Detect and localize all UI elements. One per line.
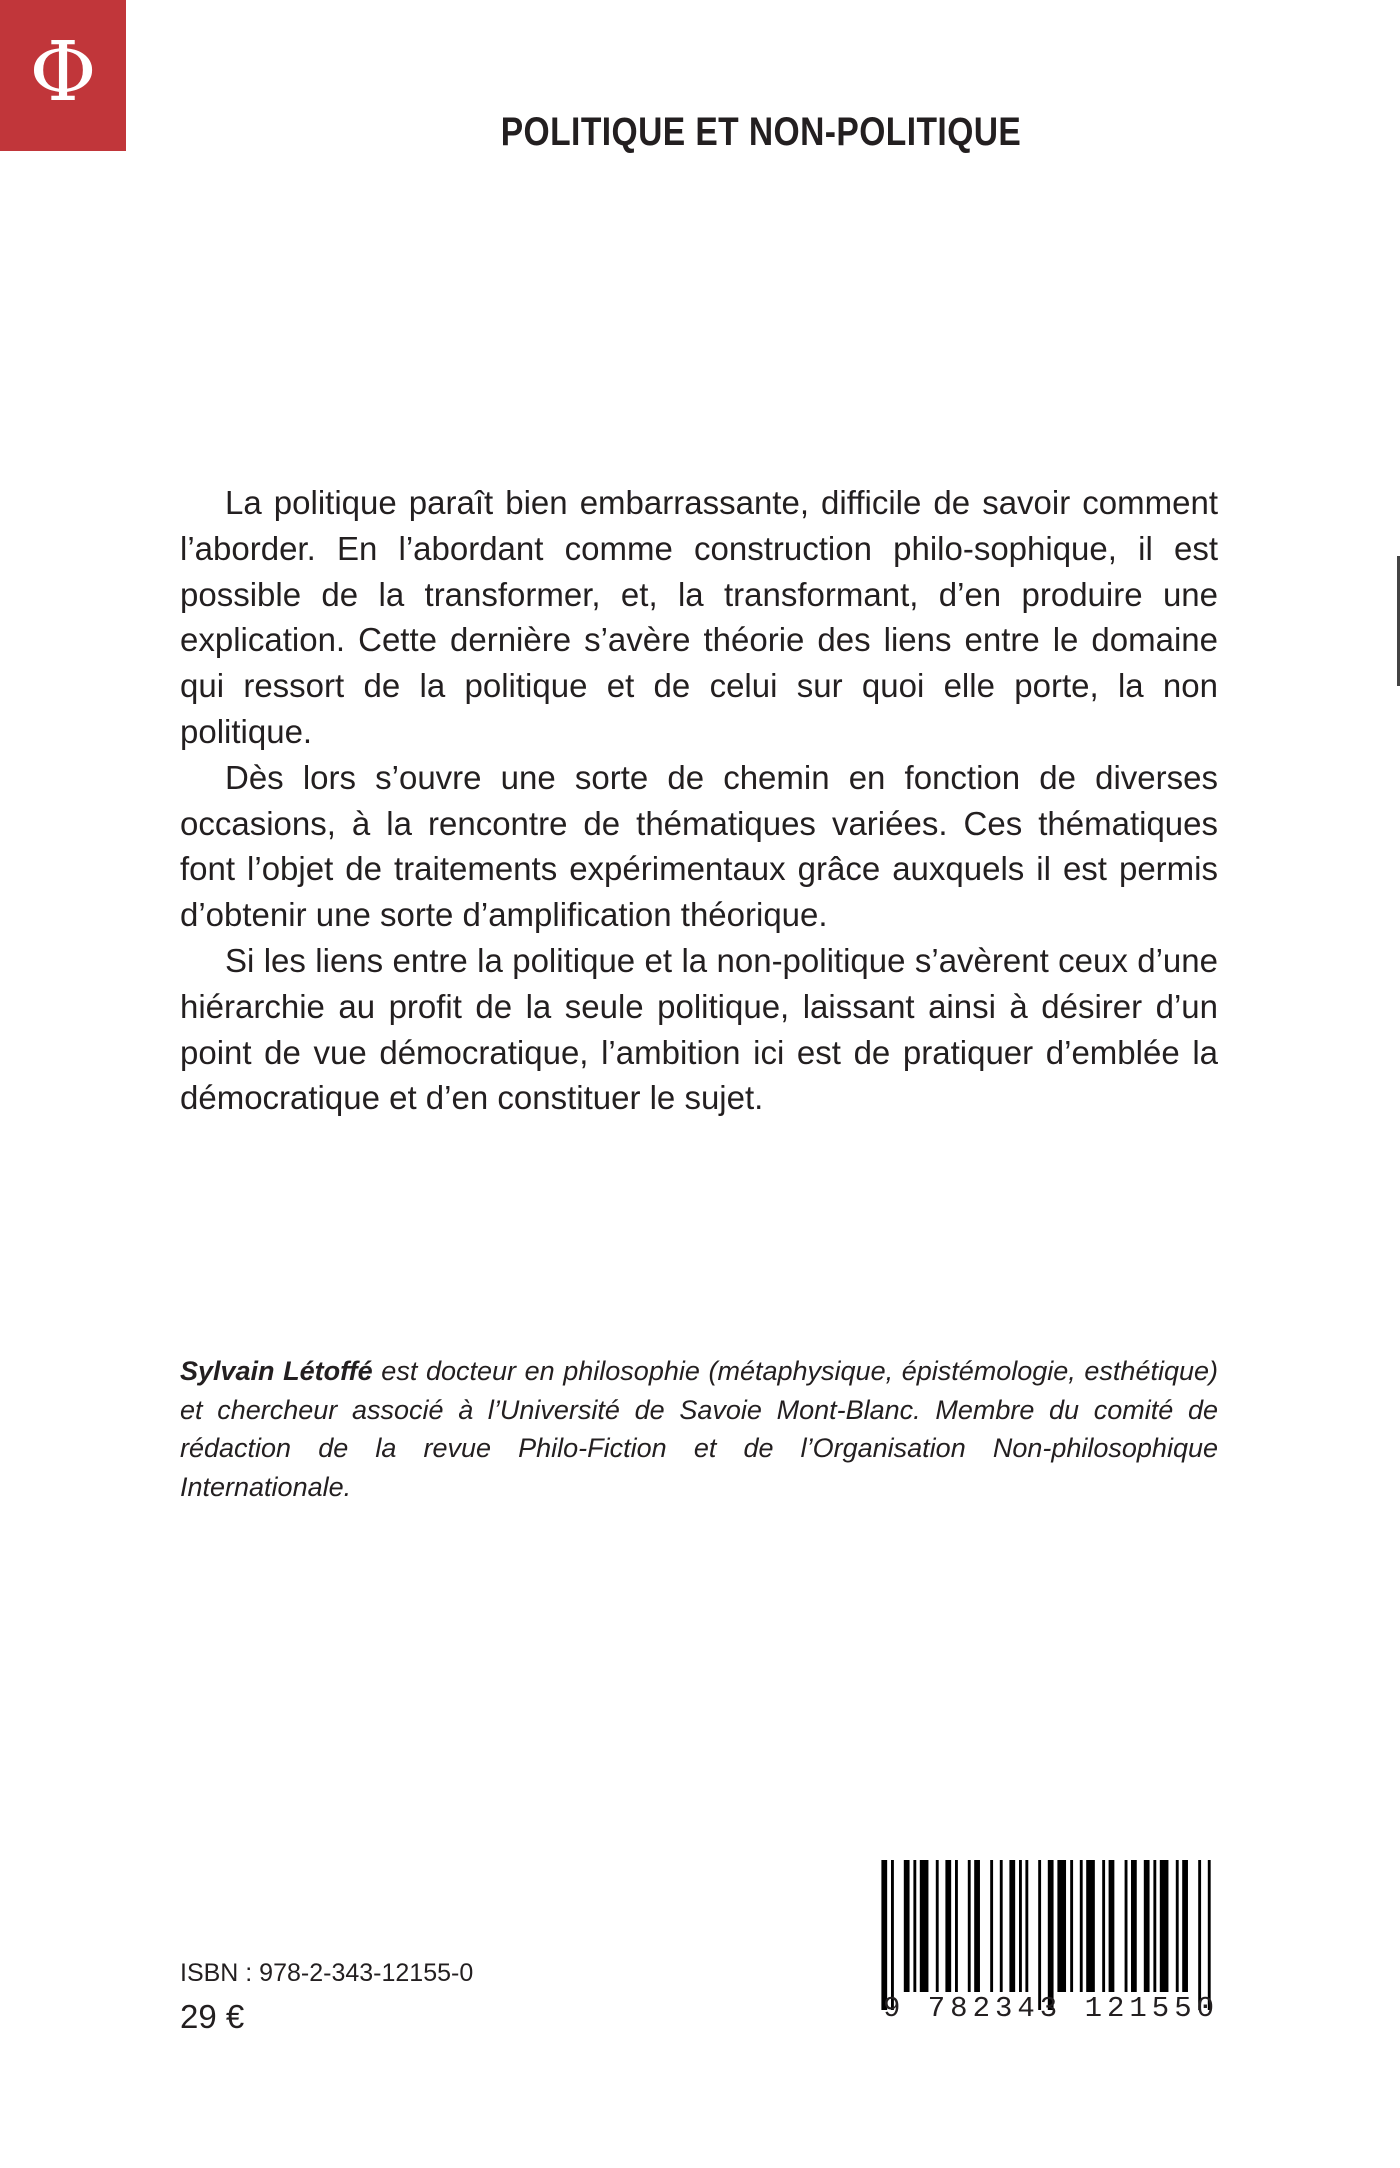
price-label: 29 €: [180, 1998, 245, 2035]
barcode-bar: [1109, 1860, 1115, 1992]
barcode-bar: [974, 1860, 980, 1992]
barcode-bar: [1208, 1860, 1211, 2010]
barcode-bar: [1102, 1860, 1105, 1992]
phi-logo-icon: Φ: [29, 24, 97, 120]
barcode-bar: [1125, 1860, 1128, 1992]
barcode-bar: [891, 1860, 894, 2010]
barcode-bar: [904, 1860, 910, 1992]
author-bio: [180, 1352, 1218, 1506]
back-cover-blurb: [180, 480, 1218, 1121]
barcode-bar: [1086, 1860, 1095, 1992]
barcode-digits: 9 782343 121550: [882, 1992, 1220, 2025]
barcode-bar: [1048, 1860, 1054, 2010]
barcode-bar: [1182, 1860, 1188, 1992]
blurb-paragraph-2: Dès lors s’ouvre une sorte de chemin en fonction de diverses occasions, à la rencontre de thématiques variées. Ces thématiques font l’objet de traitements expérimentaux grâce auxquels il est permis d’obtenir une sorte d’amplification théorique.: [180, 758, 1218, 934]
barcode-bar: [1176, 1860, 1179, 1992]
barcode-bar: [1000, 1860, 1003, 1992]
publisher-logo: [0, 0, 126, 151]
barcode-bar: [990, 1860, 993, 1992]
barcode-bar: [1144, 1860, 1150, 1992]
isbn-label: ISBN : 978-2-343-12155-0: [180, 1959, 474, 1987]
barcode-bar: [1025, 1860, 1028, 1992]
barcode-bar: [1070, 1860, 1073, 1992]
book-title: POLITIQUE ET NON-POLITIQUE: [500, 110, 1022, 154]
barcode-bar: [913, 1860, 916, 1992]
barcode: [875, 1860, 1227, 2025]
blurb-paragraph-3: Si les liens entre la politique et la non-politique s’avèrent ceux d’une hiérarchie au profit de la seule politique, laissant ainsi à désirer d’un point de vue démocratique, l’ambition ici est de pratiquer d’emblée la démocratique et d’en constituer le sujet.: [180, 941, 1218, 1117]
barcode-bar: [1198, 1860, 1201, 2010]
barcode-bar: [968, 1860, 971, 1992]
barcode-bar: [920, 1860, 929, 1992]
barcode-bar: [1057, 1860, 1066, 1992]
author-bio-text: est docteur en philosophie (métaphysique, épistémologie, esthétique) et chercheur associé à l’Université de Savoie Mont-Blanc. Membre du comité de rédaction de la revue Philo-Fiction et de l’Organisation Non-philosophique Internationale.: [180, 1356, 1219, 1502]
barcode-bar: [1019, 1860, 1022, 1992]
barcode-bar: [1038, 1860, 1041, 2010]
barcode-bar: [1160, 1860, 1169, 1992]
barcode-bar: [945, 1860, 951, 1992]
barcode-bar: [1153, 1860, 1156, 1992]
barcode-bar: [881, 1860, 887, 2010]
barcode-bar: [955, 1860, 958, 1992]
barcode-bar: [1131, 1860, 1137, 1992]
barcode-bar: [936, 1860, 939, 1992]
author-name: Sylvain Létoffé: [180, 1356, 373, 1386]
barcode-bar: [1080, 1860, 1083, 1992]
blurb-paragraph-1: La politique paraît bien embarrassante, difficile de savoir comment l’aborder. En l’abordant comme construction philo-sophique, il est possible de la transformer, et, la transformant, d’en produire une explication. Cette dernière s’avère théorie des liens entre le domaine qui ressort de la politique et de celui sur quoi elle porte, la non politique.: [180, 484, 1218, 750]
barcode-bar: [1009, 1860, 1015, 1992]
